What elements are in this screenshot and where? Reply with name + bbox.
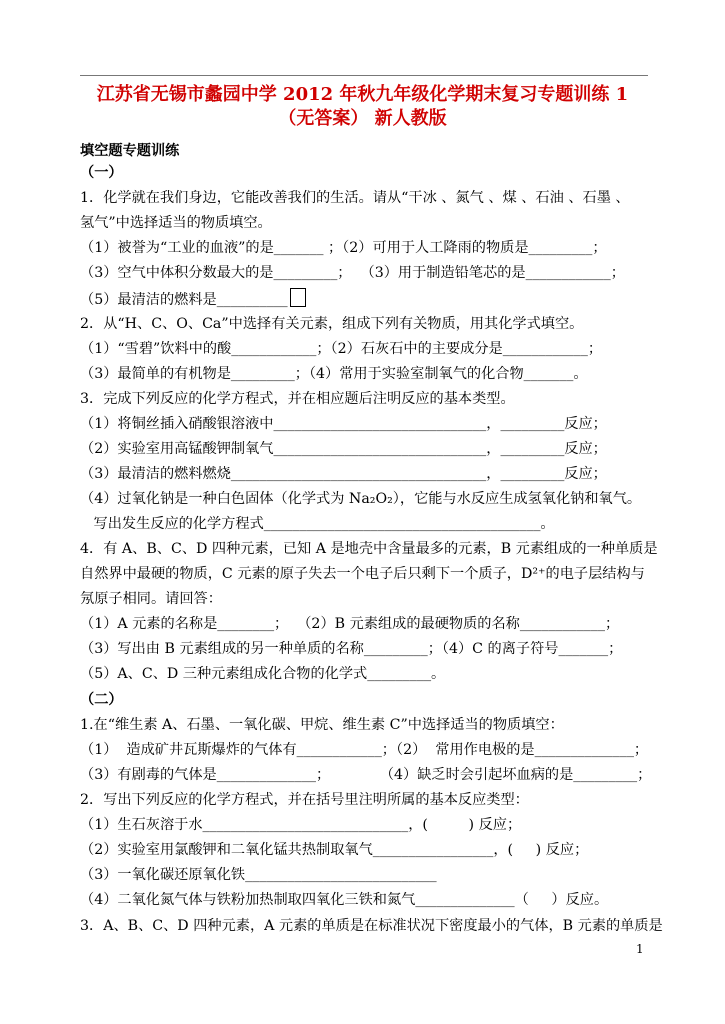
q1-item-3 (80, 288, 306, 310)
q1-item-3-text: （5）最清洁的燃料是__________ (80, 292, 288, 308)
q3-item-3: （3）最清洁的燃料燃烧____________________________________，_________反应； (80, 466, 607, 482)
q3-stem: 3．完成下列反应的化学方程式，并在相应题后注明反应的基本类型。 (80, 391, 515, 407)
p2-q2-item-2: （2）实验室用氯酸钾和二氧化锰共热制取氧气_________________，( ) 反应； (80, 842, 589, 858)
q4-item-3: （5）A、C、D 三种元素组成化合物的化学式_________。 (80, 666, 446, 682)
p2-q2-item-4: （4）二氧化氮气体与铁粉加热制取四氧化三铁和氮气______________（ ）反应。 (80, 892, 609, 908)
q2-stem: 2．从“H、C、O、Ca”中选择有关元素，组成下列有关物质，用其化学式填空。 (80, 316, 584, 332)
q4-stem-c: 氖原子相同。请回答： (80, 591, 222, 607)
q1-stem-b: 氢气”中选择适当的物质填空。 (80, 215, 272, 231)
p2-q2-stem: 2．写出下列反应的化学方程式，并在括号里注明所属的基本反应类型： (80, 792, 529, 808)
q4-item-2: （3）写出由 B 元素组成的另一种单质的名称_________；（4）C 的离子符号_______； (80, 641, 623, 657)
section-heading: 填空题专题训练 (80, 143, 180, 159)
q4-stem-a: 4．有 A、B、C、D 四种元素，已知 A 是地壳中含量最多的元素，B 元素组成的一种单质是 (80, 541, 658, 557)
q2-item-1: （1）“雪碧”饮料中的酸____________；（2）石灰石中的主要成分是____________； (80, 341, 603, 357)
answer-box (290, 288, 306, 307)
title-line-2: （无答案） 新人教版 (278, 108, 447, 129)
q2-item-2: （3）最简单的有机物是_________；（4）常用于实验室制氧气的化合物_______。 (80, 366, 588, 382)
q3-item-2: （2）实验室用高锰酸钾制氧气______________________________，_________反应； (80, 441, 607, 457)
q3-item-1: （1）将铜丝插入硝酸银溶液中______________________________，_________反应； (80, 416, 607, 432)
p2-q1-item-1: （1） 造成矿井瓦斯爆炸的气体有____________；（2） 常用作电极的是______________； (80, 742, 649, 758)
p2-q2-item-1: （1）生石灰溶于水_____________________________，( ) 反应； (80, 817, 522, 833)
q4-stem-b: 自然界中最硬的物质，C 元素的原子失去一个电子后只剩下一个质子，D²⁺的电子层结构与 (80, 566, 645, 582)
page-number: 1 (636, 942, 644, 956)
q3-item-4: （4）过氧化钠是一种白色固体（化学式为 Na₂O₂），它能与水反应生成氢氧化钠和氧气。 (80, 491, 642, 507)
q1-stem-a: 1．化学就在我们身边，它能改善我们的生活。请从“干冰 、氮气 、煤 、石油 、石墨 、 (80, 190, 630, 206)
header-rule (80, 75, 648, 76)
p2-q3-stem: 3．A、B、C、D 四种元素，A 元素的单质是在标准状况下密度最小的气体，B 元素的单质是 (80, 918, 663, 934)
q1-item-2: （3）空气中体积分数最大的是_________； （3）用于制造铅笔芯的是____________； (80, 265, 625, 281)
q1-item-1: （1）被誉为“工业的血液”的是_______ ；（2）可用于人工降雨的物质是_________； (80, 240, 607, 256)
part-1-heading: （一） (80, 165, 123, 181)
p2-q1-item-2: （3）有剧毒的气体是______________； （4）缺乏时会引起坏血病的是_________； (80, 767, 652, 783)
part-2-heading: （二） (80, 692, 123, 708)
p2-q1-stem: 1.在“维生素 A、石墨、一氧化碳、甲烷、维生素 C”中选择适当的物质填空： (80, 717, 564, 733)
q4-item-1: （1）A 元素的名称是________； （2）B 元素组成的最硬物质的名称____________； (80, 616, 620, 632)
q3-item-5: 写出发生反应的化学方程式_______________________________________。 (80, 516, 555, 532)
title-line-1: 江苏省无锡市蠡园中学 2012 年秋九年级化学期末复习专题训练 1 (96, 84, 629, 105)
p2-q2-item-3: （3）一氧化碳还原氧化铁___________________________ (80, 867, 437, 883)
